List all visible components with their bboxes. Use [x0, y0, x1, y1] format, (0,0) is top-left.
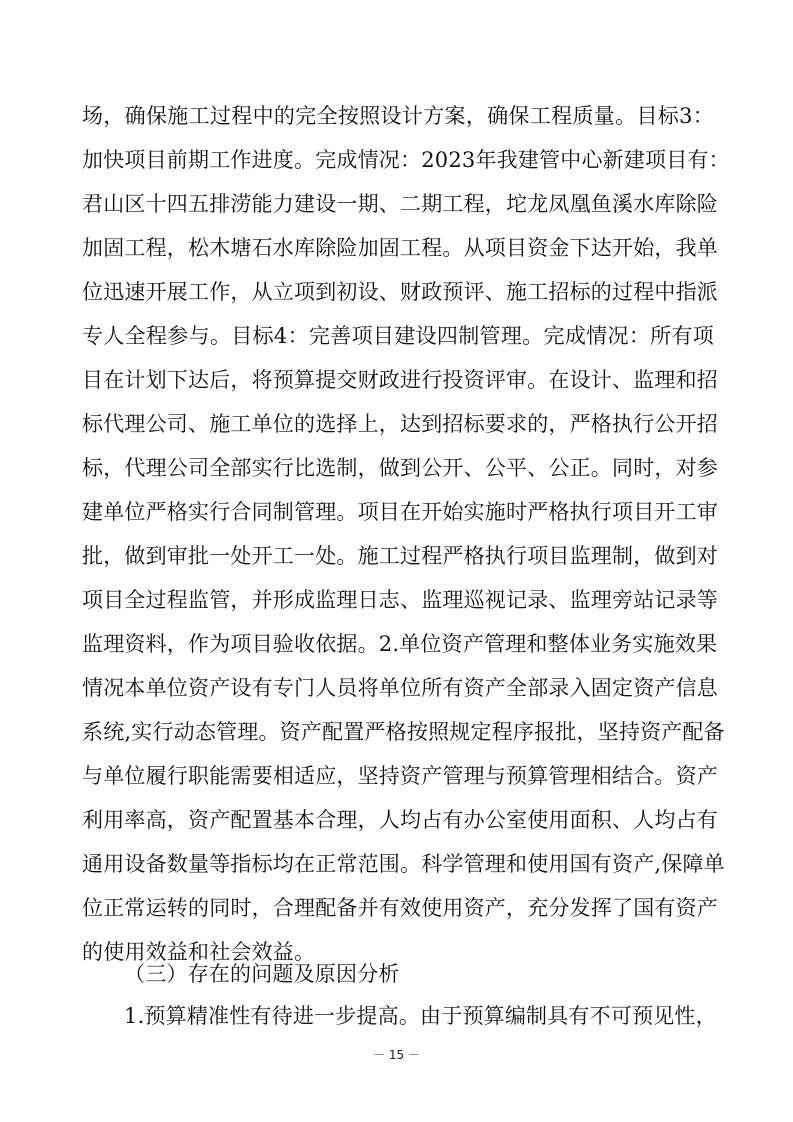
- body-line-1: 场，确保施工过程中的完全按照设计方案，确保工程质量。目标3：: [82, 104, 714, 128]
- body-line-6: 专人全程参与。目标4：完善项目建设四制管理。完成情况：所有项: [82, 324, 714, 348]
- last-paragraph-line: 1.预算精准性有待进一步提高。由于预算编制具有不可预见性，: [124, 1004, 717, 1028]
- page-number: － 15 －: [373, 1048, 420, 1062]
- body-line-7: 目在计划下达后，将预算提交财政进行投资评审。在设计、监理和招: [82, 368, 718, 392]
- body-line-9: 标，代理公司全部实行比选制，做到公开、公平、公正。同时，对参: [82, 456, 718, 480]
- body-line-20: 的使用效益和社会效益。: [82, 940, 316, 964]
- body-line-4: 加固工程，松木塘石水库除险加固工程。从项目资金下达开始，我单: [82, 236, 718, 260]
- body-line-5: 位迅速开展工作，从立项到初设、财政预评、施工招标的过程中指派: [82, 280, 718, 304]
- body-line-15: 系统,实行动态管理。资产配置严格按照规定程序报批，坚持资产配备: [82, 720, 725, 744]
- body-line-18: 通用设备数量等指标均在正常范围。科学管理和使用国有资产,保障单: [82, 852, 725, 876]
- body-line-10: 建单位严格实行合同制管理。项目在开始实施时严格执行项目开工审: [82, 500, 718, 524]
- body-line-14: 情况本单位资产设有专门人员将单位所有资产全部录入固定资产信息: [82, 676, 718, 700]
- body-line-11: 批，做到审批一处开工一处。施工过程严格执行项目监理制，做到对: [82, 544, 718, 568]
- body-line-16: 与单位履行职能需要相适应，坚持资产管理与预算管理相结合。资产: [82, 764, 718, 788]
- body-line-13: 监理资料，作为项目验收依据。2.单位资产管理和整体业务实施效果: [82, 632, 718, 656]
- body-line-12: 项目全过程监管，并形成监理日志、监理巡视记录、监理旁站记录等: [82, 588, 718, 612]
- body-line-17: 利用率高，资产配置基本合理，人均占有办公室使用面积、人均占有: [82, 808, 718, 832]
- body-line-19: 位正常运转的同时，合理配备并有效使用资产，充分发挥了国有资产: [82, 896, 718, 920]
- body-line-8: 标代理公司、施工单位的选择上，达到招标要求的，严格执行公开招: [82, 412, 718, 436]
- body-line-3: 君山区十四五排涝能力建设一期、二期工程，坨龙凤凰鱼溪水库除险: [82, 192, 718, 216]
- section-heading: （三）存在的问题及原因分析: [124, 962, 400, 986]
- body-line-2: 加快项目前期工作进度。完成情况：2023年我建管中心新建项目有：: [82, 148, 730, 172]
